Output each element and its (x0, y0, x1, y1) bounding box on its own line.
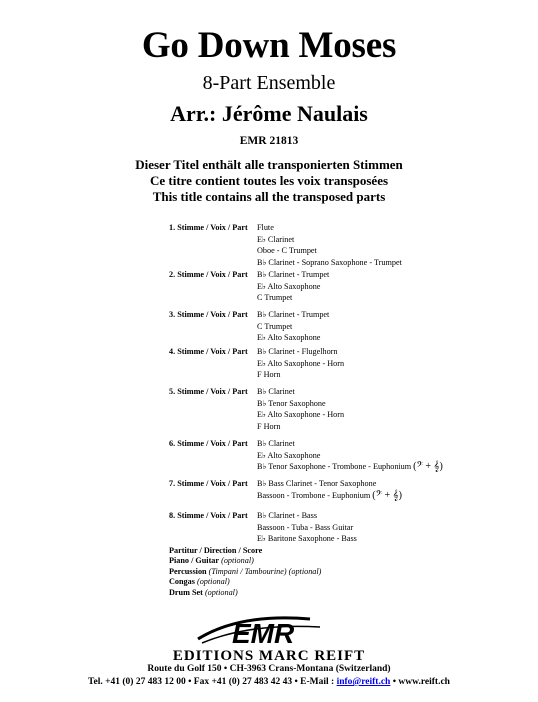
instrument-item: B♭ Clarinet - Trumpet (257, 270, 330, 279)
publisher-address: Route du Golf 150 • CH-3963 Crans-Montana (Switzerland) (147, 664, 391, 674)
extra-drum-set (169, 588, 321, 598)
note-french: Ce titre contient toutes les voix transposées (149, 173, 389, 188)
instrument-item: E♭ Baritone Saxophone - Bass (257, 534, 357, 544)
instrument-item: C Trumpet (257, 321, 293, 331)
part-instruments (257, 478, 402, 501)
instrument-item: E♭ Alto Saxophone (257, 281, 321, 291)
part-label: 6. Stimme / Voix / Part (169, 439, 248, 448)
part-label: 7. Stimme / Voix / Part (169, 479, 248, 488)
instrument-item: F Horn (257, 421, 281, 431)
part-instruments (257, 309, 329, 344)
extra-name: Congas (169, 577, 195, 587)
extra-name: Partitur / Direction / Score (169, 546, 263, 555)
ensemble-subtitle: 8-Part Ensemble (202, 72, 336, 94)
instrument-item: E♭ Alto Saxophone - Horn (257, 358, 345, 368)
part-label: 5. Stimme / Voix / Part (169, 387, 248, 396)
bass-treble-clef-icon: (𝄢 + 𝄞) (372, 489, 402, 501)
emr-logo (180, 609, 360, 649)
instrument-item: E♭ Alto Saxophone (257, 450, 321, 460)
part-label: 3. Stimme / Voix / Part (169, 310, 248, 319)
logo-text: EMR (232, 618, 295, 649)
email-link[interactable]: info@reift.ch (336, 677, 391, 687)
instrument-item: B♭ Bass Clarinet - Tenor Saxophone (257, 479, 377, 488)
part-instruments (257, 346, 344, 381)
website-text: • www.reift.ch (390, 677, 450, 687)
extra-score (169, 546, 321, 556)
note-german: Dieser Titel enthält alle transponierten Stimmen (135, 157, 403, 172)
instrument-item: B♭ Clarinet (257, 439, 295, 448)
part-instruments (257, 386, 344, 432)
extra-note: (optional) (196, 577, 230, 587)
part-label: 2. Stimme / Voix / Part (169, 270, 248, 279)
bass-treble-clef-icon: (𝄢 + 𝄞) (413, 461, 443, 473)
instrument-item: Oboe - C Trumpet (257, 246, 317, 256)
instrument-item (257, 461, 443, 473)
instrument-item: F Horn (257, 370, 281, 380)
instrument-text: Bassoon - Trombone - Euphonium (257, 490, 371, 500)
arranger-line: Arr.: Jérôme Naulais (170, 101, 368, 126)
extra-percussion (169, 567, 321, 577)
instrument-item: B♭ Clarinet - Trumpet (257, 310, 330, 319)
extra-name: Drum Set (169, 587, 203, 597)
instrument-item: B♭ Clarinet - Flugelhorn (257, 347, 338, 356)
contact-phone-fax: Tel. +41 (0) 27 483 12 00 • Fax +41 (0) 27 483 42 43 • E-Mail : (88, 677, 337, 687)
instrument-item: C Trumpet (257, 293, 293, 303)
instrument-item: Flute (257, 223, 274, 232)
instrument-item: E♭ Clarinet (257, 234, 295, 244)
publisher-name: EDITIONS MARC REIFT (172, 648, 366, 664)
instrument-item: B♭ Clarinet - Bass (257, 511, 318, 520)
extra-note: (Timpani / Tambourine) (optional) (208, 566, 322, 576)
part-instruments (257, 269, 329, 304)
publisher-contact (0, 677, 538, 687)
part-label: 8. Stimme / Voix / Part (169, 511, 248, 520)
instrument-item: E♭ Alto Saxophone (257, 333, 321, 343)
instrument-text: B♭ Tenor Saxophone - Trombone - Euphonium (257, 462, 412, 472)
part-instruments (257, 438, 443, 473)
catalog-number: EMR 21813 (239, 135, 299, 147)
extra-name: Percussion (169, 566, 207, 576)
extra-note: (optional) (204, 587, 238, 597)
instrument-item: B♭ Clarinet - Soprano Saxophone - Trumpet (257, 257, 402, 267)
instrument-item: B♭ Tenor Saxophone (257, 398, 326, 408)
extra-parts-list (169, 546, 321, 598)
part-instruments (257, 222, 402, 268)
note-english: This title contains all the transposed parts (152, 189, 386, 204)
extra-piano-guitar (169, 556, 321, 566)
instrument-item: Bassoon - Tuba - Bass Guitar (257, 522, 354, 532)
instrument-item: E♭ Alto Saxophone - Horn (257, 410, 345, 420)
part-instruments (257, 510, 357, 545)
part-label: 1. Stimme / Voix / Part (169, 223, 248, 232)
page-title: Go Down Moses (141, 25, 397, 66)
instrument-item: B♭ Clarinet (257, 387, 295, 396)
part-label: 4. Stimme / Voix / Part (169, 347, 248, 356)
extra-note: (optional) (221, 556, 254, 566)
extra-congas (169, 577, 321, 587)
extra-name: Piano / Guitar (169, 556, 220, 566)
instrument-item (257, 490, 402, 502)
